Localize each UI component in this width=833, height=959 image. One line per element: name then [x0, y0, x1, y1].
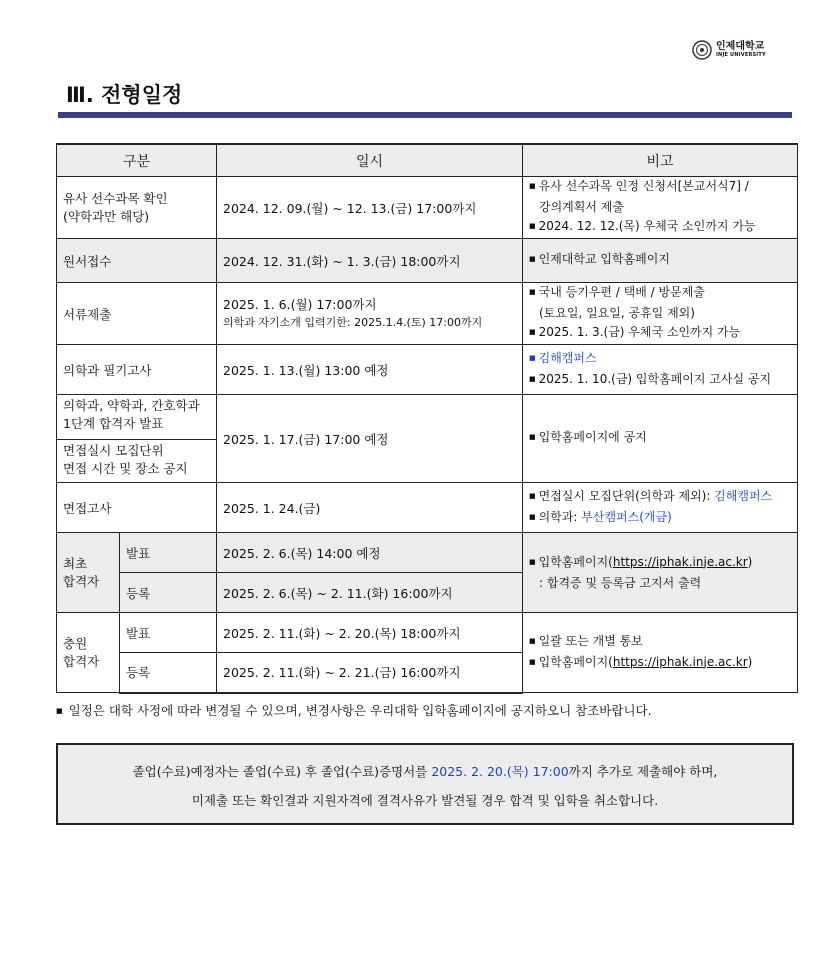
notice-box — [56, 743, 794, 825]
section-title: Ⅲ. 전형일정 — [66, 83, 183, 107]
row-datetime: 2024. 12. 31.(화) ~ 1. 3.(금) 18:00까지 — [217, 239, 523, 283]
table-row — [57, 239, 798, 283]
row-remarks: ■ 입학홈페이지에 공지 — [523, 395, 798, 483]
additional-admit-category: 충원 합격자 — [57, 613, 120, 693]
row-remarks: ■ 인제대학교 입학홈페이지 — [523, 239, 798, 283]
table-row — [57, 613, 798, 653]
row-datetime: 2025. 2. 11.(화) ~ 2. 21.(금) 16:00까지 — [217, 653, 523, 693]
row-remarks: ■ 면접실시 모집단위(의학과 제외): 김해캠퍼스 ■ 의학과: 부산캠퍼스(개금) — [523, 483, 798, 533]
register-label: 등록 — [120, 573, 217, 613]
logo-text-korean: 인제대학교 — [716, 41, 765, 52]
table-header-row — [57, 144, 798, 177]
row-remarks: ■ 김해캠퍼스 ■ 2025. 1. 10.(금) 입학홈페이지 고사실 공지 — [523, 345, 798, 395]
final-admit-category: 최초 합격자 — [57, 533, 120, 613]
row-datetime: 2025. 1. 6.(월) 17:00까지 의학과 자기소개 입력기한: 2025.1.4.(토) 17:00까지 — [217, 283, 523, 345]
campus-label: ■ 김해캠퍼스 — [529, 349, 791, 370]
row-category: 원서접수 — [57, 239, 217, 283]
schedule-change-note: ■ 일정은 대학 사정에 따라 변경될 수 있으며, 변경사항은 우리대학 입학홈페이지에 공지하오니 참조바랍니다. — [56, 701, 652, 719]
campus-label: 김해캠퍼스 — [714, 488, 773, 503]
notice-line-1: 졸업(수료)예정자는 졸업(수료) 후 졸업(수료)증명서를 2025. 2. 20.(목) 17:00까지 추가로 제출해야 하며, — [132, 764, 718, 779]
table-row — [57, 177, 798, 239]
header-datetime: 일시 — [217, 144, 523, 177]
title-underline-bar — [58, 112, 792, 118]
header-category: 구분 — [57, 144, 217, 177]
admission-homepage-link[interactable]: https://iphak.inje.ac.kr — [612, 554, 748, 569]
row-category: 서류제출 — [57, 283, 217, 345]
admission-homepage-link[interactable]: https://iphak.inje.ac.kr — [612, 654, 748, 669]
row-datetime: 2025. 2. 6.(목) ~ 2. 11.(화) 16:00까지 — [217, 573, 523, 613]
row-datetime: 2024. 12. 09.(월) ~ 12. 13.(금) 17:00까지 — [217, 177, 523, 239]
notice-line-2: 미제출 또는 확인결과 지원자격에 결격사유가 발견될 경우 합격 및 입학을 취소합니다. — [191, 793, 659, 808]
row-datetime: 2025. 2. 11.(화) ~ 2. 20.(목) 18:00까지 — [217, 613, 523, 653]
row-category: 의학과, 약학과, 간호학과 1단계 합격자 발표 면접실시 모집단위 면접 시간 및 장소 공지 — [57, 395, 217, 483]
row-datetime: 2025. 1. 13.(월) 13:00 예정 — [217, 345, 523, 395]
logo-text-english: INJE UNIVERSITY — [716, 52, 766, 58]
header-remarks: 비고 — [523, 144, 798, 177]
schedule-table — [56, 143, 798, 694]
register-label: 등록 — [120, 653, 217, 693]
table-row — [57, 283, 798, 345]
campus-label: 부산캠퍼스(개금) — [581, 509, 672, 524]
table-row — [57, 395, 798, 483]
row-datetime: 2025. 2. 6.(목) 14:00 예정 — [217, 533, 523, 573]
table-row — [57, 533, 798, 573]
row-category: 유사 선수과목 확인 (약학과만 해당) — [57, 177, 217, 239]
row-remarks: ■ 입학홈페이지(https://iphak.inje.ac.kr) : 합격증 및 등록금 고지서 출력 — [523, 533, 798, 613]
row-datetime: 2025. 1. 24.(금) — [217, 483, 523, 533]
row-remarks: ■ 국내 등기우편 / 택배 / 방문제출 (토요일, 일요일, 공휴일 제외) ■ 2025. 1. 3.(금) 우체국 소인까지 가능 — [523, 283, 798, 345]
row-datetime: 2025. 1. 17.(금) 17:00 예정 — [217, 395, 523, 483]
row-remarks: ■ 일괄 또는 개별 통보 ■ 입학홈페이지(https://iphak.inje.ac.kr) — [523, 613, 798, 693]
table-row — [57, 483, 798, 533]
announce-label: 발표 — [120, 613, 217, 653]
announce-label: 발표 — [120, 533, 217, 573]
deadline-highlight: 2025. 2. 20.(목) 17:00 — [431, 764, 569, 779]
row-category: 의학과 필기고사 — [57, 345, 217, 395]
university-seal-icon — [692, 40, 712, 60]
table-row — [57, 345, 798, 395]
university-logo — [692, 40, 766, 60]
row-category: 면접고사 — [57, 483, 217, 533]
row-remarks: ■ 유사 선수과목 인정 신청서[본교서식7] / 강의계획서 제출 ■ 2024. 12. 12.(목) 우체국 소인까지 가능 — [523, 177, 798, 239]
